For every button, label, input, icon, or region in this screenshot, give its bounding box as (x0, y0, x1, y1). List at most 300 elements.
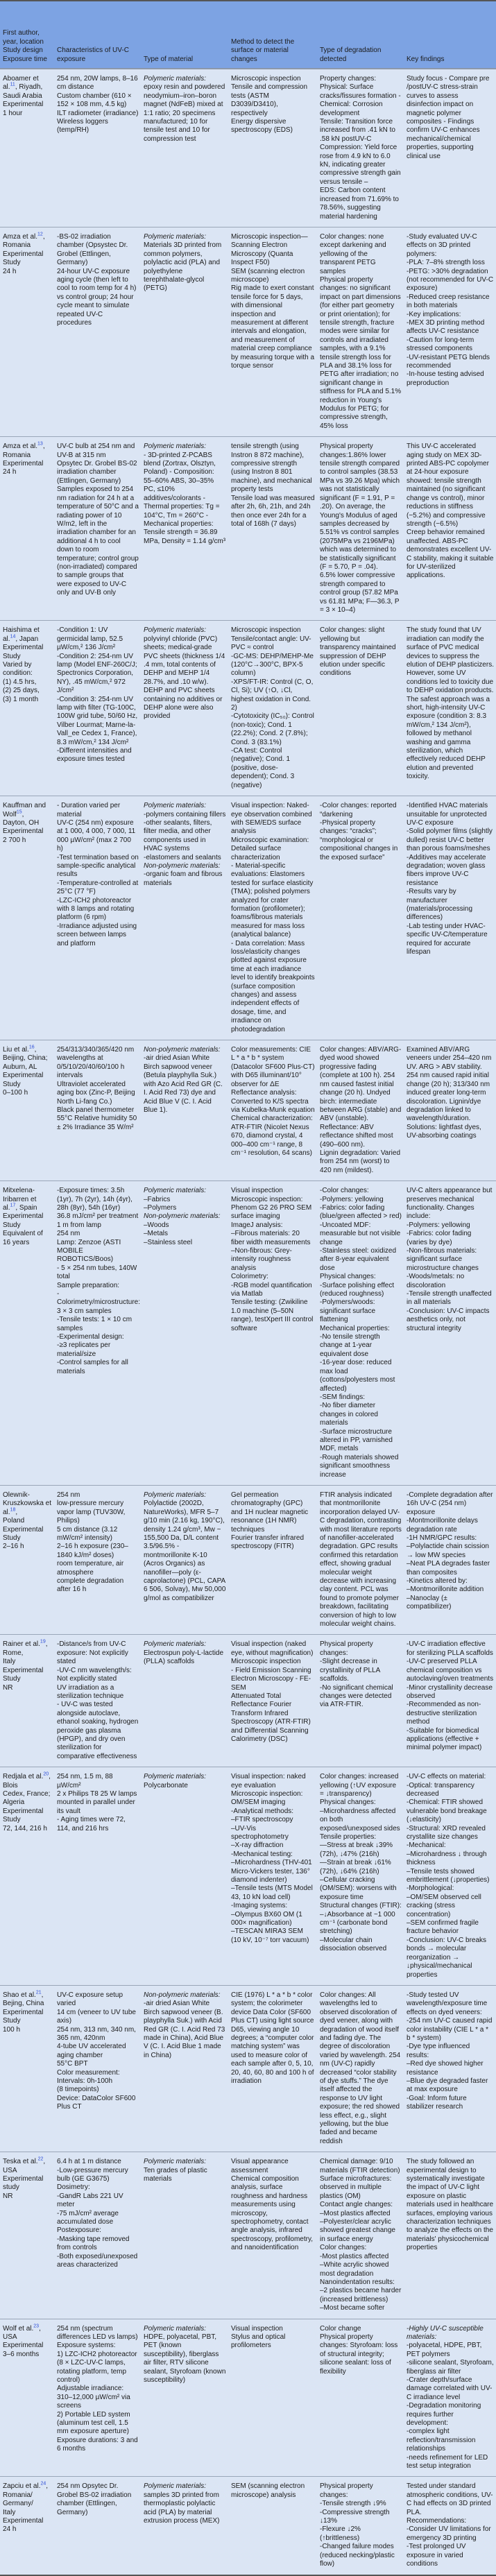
cell-line: -RGB model quantification via Matlab (231, 1281, 312, 1298)
cell-line: Color changes: All wavelengths led to observed discoloration of dyed veneer, along with degradation of wood itself and fading dye. The degree of discoloration varied by wavelength. 254 nm (UV-C) rapidly decreased “color stability of dye stuffs.” The dye itself affected the response to UV light exposure; the red showed less effect, e.g., slight yellowing, but the blue faded and became reddish (320, 1991, 401, 2145)
cell-line: -Solid polymer films (slightly dulled) resist UV-C better than porous foams/meshes (407, 827, 493, 853)
cell-line: Property changes: (320, 75, 377, 83)
header-detection-method: Method to detect the surface or material changes (228, 1, 317, 69)
cell-line: - Data correlation: Mass loss/elasticity changes plotted against exposure time at each irradiance level to identify breakpoints (surface composition changes) and assess independent effects of dosage, time, and irradiance on photodegradation (231, 939, 315, 1033)
uvc-characteristics-cell (54, 69, 141, 227)
author-detail-line: Bejing, China (3, 2000, 44, 2008)
author-location: , Rome, (3, 1640, 48, 1657)
detection-method-cell (228, 2477, 317, 2575)
author-detail-line: Italy (3, 1658, 16, 1666)
cell-line: Physical property changes: (320, 2482, 373, 2499)
cell-line: Materials 3D printed from common polymers, polylactic acid (PLA) and polyethylene terephthalate-glycol (PETG) (144, 241, 222, 293)
key-findings-cell (404, 621, 496, 796)
degradation-cell (317, 1635, 404, 1767)
author-detail-line: Experimental Study (3, 1666, 44, 1683)
detection-method-cell (228, 1635, 317, 1767)
material-category-label: Polymeric materials: (144, 1491, 207, 1499)
cell-line: Physical changes: (320, 1798, 376, 1807)
cell-line: -organic foam and fibrous materials (144, 870, 223, 887)
header-design-line: Study design (3, 46, 43, 55)
cell-line: –UV-Vis spectrophotometry (231, 1824, 289, 1841)
cell-line: Gel permeation chromatography (GPC) and 1H nuclear magnetic resonance (1H NMR) techniques (231, 1491, 309, 1534)
key-findings-cell (404, 1767, 496, 1986)
cell-line: 2 x Philips T8 25 W lamps mounted in parallel under its vault (57, 1789, 137, 1815)
cell-line: –Blue dye degraded faster at max exposure (407, 2077, 488, 2094)
author-name: Wolf et al. (3, 2324, 34, 2333)
degradation-cell (317, 2319, 404, 2477)
cell-line: -elastomers and sealants (144, 853, 221, 861)
author-location: , Romania (3, 232, 45, 250)
table-row (0, 1635, 496, 1767)
cell-line: -Polymers: yellowing (407, 1221, 470, 1229)
cell-line: Fourier transfer infrared spectroscopy (FITR) (231, 1534, 305, 1551)
uvc-characteristics-cell (54, 1635, 141, 1767)
table-row (0, 1181, 496, 1486)
degradation-cell (317, 796, 404, 1040)
cell-line: Creep behavior remained unaffected. ABS-PC demonstrates excellent UV-C stability, making it suitable for UV-sterilized applications. (407, 529, 494, 580)
cell-line: -Crater depth/surface damage correlated with UV-C irradiance level (407, 2376, 493, 2401)
cell-line: 36.8 mJ/cm² per treatment (57, 1212, 139, 1221)
header-material-type: Type of material (141, 1, 228, 69)
cell-line: Ultraviolet accelerated aging box (Zinc-P, Beijing North Li-fang Co.) (57, 1080, 135, 1106)
cell-line: Tensile properties: (320, 1833, 377, 1841)
author-detail-line: Experimental (3, 2342, 44, 2350)
reference-link[interactable]: 23 (33, 2324, 40, 2329)
cell-line: -Slight decrease in crystallinity of PLLA scaffolds. (320, 1658, 380, 1683)
material-type-cell (141, 1485, 228, 1635)
cell-line: –Microhardness (THV-401 Micro-Vickers tester, 136° diamond indenter) (231, 1859, 312, 1884)
cell-line: Mechanical properties: (320, 1324, 390, 1332)
cell-line: Energy dispersive spectroscopy (EDS) (231, 118, 293, 135)
author-detail-line: Beijing, China; (3, 1054, 48, 1063)
cell-line: Microscopic inspection (231, 75, 301, 83)
cell-line: -Morphological: (407, 1884, 454, 1893)
degradation-cell (317, 1985, 404, 2152)
cell-line: HDPE, polyacetal, PBT, PET (known susceptibility), fiberglass air filter, RTV silicone sealant, Styrofoam (known susceptibility) (144, 2333, 226, 2384)
cell-line: -No fiber diameter changes in colored materials (320, 1402, 378, 1427)
cell-line: Adjustable irradiance: 310–12,000 µW/cm² via screens (57, 2385, 130, 2410)
cell-line: 2) Portable LED system (aluminum test cell, 1.5 mm exposure aperture) (57, 2410, 130, 2436)
cell-line: -Chemical: FTIR showed vulnerable bond breakage (↓elasticity) (407, 1798, 487, 1824)
cell-line: -Surface polishing effect (reduced roughness) (320, 1281, 395, 1298)
cell-line: -Stainless steel: oxidized after 8-year equivalent dose (320, 1247, 397, 1272)
cell-line: -SEM findings: (320, 1393, 366, 1401)
uvc-characteristics-cell (54, 1485, 141, 1635)
cell-line: - Duration varied per material (57, 802, 121, 818)
cell-line: 254 nm, 313 nm, 340 nm, 365 nm, 420nm (57, 2025, 136, 2042)
cell-line: -UV-resistant PETG blends recommended (407, 353, 490, 370)
cell-line: Color measurement: (57, 2068, 120, 2077)
cell-line: Chemical characterization: ATR-FTIR (Nicolet Nexus 670, diamond crystal, 4 000–400 cm⁻¹ range, 8 cm⁻¹ resolution, 64 scans) (231, 1115, 313, 1157)
uvc-characteristics-cell (54, 2152, 141, 2319)
cell-line: -75 mJ/cm² average accumulated dose (57, 2209, 119, 2226)
author-detail-line: Germany/ (3, 2500, 33, 2508)
reference-link[interactable]: 15 (16, 809, 22, 815)
author-cell (0, 1181, 54, 1486)
cell-line: 254 nm (spectrum differences LED vs lamps) (57, 2324, 138, 2341)
cell-line: Visual inspection (231, 2324, 283, 2333)
degradation-cell (317, 437, 404, 621)
uvc-characteristics-cell (54, 1040, 141, 1181)
cell-line: -Color changes: (320, 1187, 369, 1195)
key-findings-cell (404, 1181, 496, 1486)
cell-line: –Fabrics (144, 1195, 171, 1203)
author-name: Teska et al. (3, 2158, 38, 2166)
cell-line: - 3D-printed Z-PCABS blend (Zortrax, Olsztyn, Poland) - Composition: 55–60% ABS, 30–35% PC, ≤10% additives/colorants - Thermal properties: Tg = 104°C, Tm = 260°C - Mechanical properties: Tensile strength = 36.89 MPa, Density = 1.14 g/cm³ (144, 451, 226, 545)
cell-line: -No tensile strength change at 1-year equivalent dose (320, 1333, 380, 1358)
table-row (0, 1040, 496, 1181)
material-category-label: Polymeric materials: (144, 1773, 207, 1781)
author-detail-line: Romania/ (3, 2491, 33, 2499)
cell-line: -Irradiance adjusted using screen between lamps and platform (57, 922, 137, 947)
cell-line: -In-house testing advised preproduction (407, 370, 484, 387)
cell-line: –Nanoclay (± compatibilizer) (407, 1594, 452, 1611)
cell-line: Visual inspection (231, 1187, 283, 1195)
cell-line: -PLA: 7–8% strength loss (407, 259, 485, 267)
cell-line: -PETG: >30% degradation (not recommended for UV-C exposure) (407, 267, 494, 293)
cell-line: —Stress at break ↓39% (72h), ↓47% (216h) (320, 1841, 393, 1858)
cell-line: Opsytec Dr. Grobel BS-02 irradiation chamber (Ettlingen, Germany) (57, 460, 137, 485)
cell-line: -complex light reflection/transmission relationships (407, 2428, 476, 2453)
material-category-label: Polymeric materials: (144, 2482, 207, 2491)
cell-line: Color changes: slight yellowing but transparency maintained suppression of DEHP elution under specific conditions (320, 626, 396, 678)
table-row (0, 2152, 496, 2319)
reference-link[interactable]: 21 (35, 1990, 42, 1995)
cell-line: (8 timepoints) (57, 2086, 99, 2094)
author-name-line (3, 1640, 52, 1658)
cell-line: -Key implications: (407, 310, 461, 318)
cell-line: -Mechanical testing: (231, 1850, 293, 1858)
author-detail-line: Experimental Study (3, 644, 44, 660)
cell-line: SEM (scanning electron microscope) (231, 267, 305, 284)
cell-line: -GandR Labs 221 UV meter (57, 2192, 123, 2209)
author-location: , Spain (15, 1203, 37, 1212)
cell-line: 254 nm (57, 1230, 80, 1238)
cell-line: Tensile: Transition force increased from .41 kN to .58 kN postUV-C (320, 118, 395, 143)
reference-link[interactable]: 17 (10, 1203, 16, 1208)
author-location: , Blois (3, 1773, 51, 1789)
material-category-label: Polymeric materials: (144, 2158, 207, 2166)
detection-method-cell (228, 227, 317, 436)
author-cell (0, 1040, 54, 1181)
cell-line: -GC-MS: DEHP/MEHP-Me (120°C→300°C, BPX-5 column) (231, 652, 314, 678)
author-cell (0, 2477, 54, 2575)
reference-link[interactable]: 20 (43, 1771, 49, 1777)
cell-line: Microscopic examination: Detailed surface characterization (231, 836, 309, 861)
cell-line: The study followed an experimental design to systematically investigate the impact of UV-C light exposure on plastic materials used in healthcare surfaces, employing various characterization techniques to analyze the effects on the materials' physicochemical properties (407, 2158, 494, 2252)
reference-link[interactable]: 12 (37, 232, 43, 237)
cell-line: –Molecular chain dissociation observed (320, 1936, 387, 1953)
uvc-characteristics-cell (54, 1767, 141, 1986)
key-findings-cell (404, 69, 496, 227)
degradation-cell (317, 1181, 404, 1486)
author-detail-line: Experimental Study (3, 1807, 44, 1824)
cell-line: Rig made to exert constant tensile force for 5 days, with dimensional inspection and measurement at different intervals and elongation, and measurement of material creep compliance by measuring torque with a torque sensor (231, 284, 315, 370)
cell-line: -CA test: Control (negative); Cond. 1 (positive, dose-dependent); Cond. 3 (negative) (231, 747, 295, 789)
cell-line: -Tensile strength ↓9% (320, 2500, 386, 2508)
detection-method-cell (228, 1181, 317, 1486)
cell-line: room temperature, air atmosphere (57, 1560, 124, 1577)
cell-line: Compression: Yield force rose from 4.9 kN to 6.0 kN, indicating greater compressive strength gain versus tensile – (320, 144, 401, 186)
cell-line: -Mechanical: (407, 1841, 446, 1850)
uvc-characteristics-cell (54, 2319, 141, 2477)
cell-line: -Condition 3: 254-nm UV lamp with filter (TG-100C, 100W grid tube, 50/60 Hz, Vilber Lourmat; Marne-la-Vall_ee Cedex 1, France), 8.3 mW/cm,² 134 J/cm² (57, 695, 138, 746)
cell-line: -MEX 3D printing method affects UV-C resistance (407, 318, 485, 336)
author-detail-line: 2 700 h (3, 836, 26, 844)
degradation-cell (317, 69, 404, 227)
cell-line: Device: DataColor SF600 Plus CT (57, 2094, 136, 2111)
cell-line: Polylactide (2002D, NatureWorks), MFR 5–7 g/10 min (2.16 kg, 190°C), density 1.24 g/cm³, Mw ~ 155,500 Da, D/L content 3.5/96.5% - montmorillonite K-10 (Acros Organics) as nanofiller—poly (ε-caprolactone) (PCL, CAPA 6 506, Solvay), Mw 50,000 g/mol as compatibilizer (144, 1500, 226, 1602)
author-detail-line: Cedex, France; (3, 1789, 51, 1798)
author-detail-line: 0–100 h (3, 1089, 28, 1097)
detection-method-cell (228, 2319, 317, 2477)
cell-line: tensile strength (using Instron 8 872 machine), compressive strength (using Instron 8 801 machine), and mechanical property tests (231, 443, 312, 494)
cell-line: FTIR analysis indicated that montmorillonite incorporation delayed UV-C degradation, contrasting with most literature reports of nanofiller-accelerated degradation. GPC results confirmed this retardation effect, showing gradual molecular weight decrease with increasing clay content. PCL was found to promote polymer breakdown, facilitating conversion of high to low molecular weight chains. (320, 1491, 402, 1629)
reference-link[interactable]: 18 (10, 1507, 16, 1513)
cell-line: Visual inspection: naked eye evaluation (231, 1773, 306, 1789)
detection-method-cell (228, 1040, 317, 1181)
cell-line: -Study evaluated UV-C effects on 3D printed polymers: (407, 232, 477, 258)
table-row (0, 69, 496, 227)
cell-line: -other sealants, filters, filter media, and other components used in HVAC systems (144, 818, 212, 853)
detection-method-cell (228, 437, 317, 621)
cell-line: -Optical: transparency decreased (407, 1781, 474, 1798)
reference-link[interactable]: 14 (10, 634, 16, 639)
cell-line: Electrospun poly-L-lactide (PLLA) scaffolds (144, 1649, 224, 1666)
cell-line: -Color changes: reported “darkening (320, 802, 397, 818)
cell-line: -Non-fibrous materials: significant surface microstructure changes (407, 1247, 479, 1272)
cell-line: Physical property changes:1.86% lower tensile strength compared to control samples (38.53 MPa vs 39.26 Mpa) which was not statistically significant (F = 1.91, P = .20). On average, the Young's Modulus of aged samples decreased by 5.51% vs control samples (2075MPa vs 2196MPa) which was determined to be statistically significant (F = 5.70, P = .04). (320, 443, 400, 571)
cell-line: Attenuated Total Reflectance Fourier Transform Infrared Spectroscopy (ATR-FTIR) and Differential Scanning Calorimetry (DSC) (231, 1692, 311, 1743)
reference-link[interactable]: 19 (40, 1640, 46, 1645)
material-category-label: Non-polymeric materials: (144, 861, 221, 870)
cell-line: Color change (320, 2324, 361, 2333)
cell-line: 6.4 h at 1 m distance (57, 2158, 121, 2166)
cell-line: - Material-specific evaluations: Elastomers tested for surface elasticity (TMA); polished polymers analyzed for crater formation (profilometer); foams/fibrous materials measured for mass loss (analytical balance) (231, 861, 314, 939)
cell-line: –FTIR spectroscopy (231, 1816, 293, 1824)
table-row (0, 1485, 496, 1635)
author-detail-line: Experimental Study (3, 1072, 44, 1088)
cell-line: -Montmorillonite delays degradation rate (407, 1517, 478, 1534)
cell-line: Postexposure: (57, 2226, 101, 2235)
header-row (0, 1, 496, 69)
author-name-line (3, 1187, 52, 1212)
author-name-line (3, 1046, 52, 1054)
cell-line: Microscopic inspection: OM/SEM imaging (231, 1789, 303, 1807)
cell-line: - 5 × 254 nm tubes, 140W total (57, 1264, 137, 1281)
cell-line: - Aging times were 72, 114, and 216 hrs (57, 1816, 126, 1832)
cell-line: -Minor crystallinity decrease observed (407, 1683, 493, 1700)
author-name: Haishima et al. (3, 626, 40, 643)
cell-line: Tested under standard atmospheric conditions, UV-C had effects on 3D printed PLA. (407, 2482, 493, 2516)
material-category-label: Polymeric materials: (144, 626, 207, 635)
author-name: Redjala et al. (3, 1773, 44, 1781)
cell-line: -XPS/FT-IR: Control (C, O, Cl, Si); UV (↑O, ↓Cl, highest oxidation in Cond. 2) (231, 678, 314, 712)
author-detail-line: 3–6 months (3, 2350, 40, 2358)
cell-line: -Suitable for biomedical applications (effective + minimal polymer impact) (407, 1726, 482, 1752)
cell-line: –2 plastics became harder (increased brittleness) (320, 2287, 402, 2303)
cell-line: 1) LZC-ICH2 photoreactor (8 × LZC-UV-C lamps, rotating platform, temp control) (57, 2350, 137, 2384)
cell-line: -Study tested UV wavelength/exposure time effects on dyed veneers: (407, 1991, 488, 2016)
cell-line: - UV-C was tested alongside autoclave, ethanol soaking, hydrogen peroxide gas plasma (HPGP), and dry oven sterilization for comparative effectiveness (57, 1701, 139, 1760)
author-name: Olewnik-Kruszkowska et al. (3, 1491, 52, 1516)
cell-line: Reflectance analysis: Converted to K/S spectra via Kubelka-Munk equation (231, 1089, 315, 1114)
cell-line: This UV-C accelerated aging study on MEX 3D-printed ABS-PC copolymer at 24-hour exposure showed: tensile strength maintained (no significant change vs control), minor reductions in stiffness (−5.2%) and compressive strength (−6.5%) (407, 443, 489, 528)
cell-line: 6.5% lower compressive strength compared to control group (57.82 MPa vs 61.81 MPa; F—36.3, P = 3 × 10–4) (320, 572, 400, 614)
cell-line: Color measurements: CIE L * a * b * system (Datacolor SF600 Plus-CT) with D65 illuminant/10° observer for ΔE (231, 1046, 315, 1088)
key-findings-cell (404, 437, 496, 621)
cell-line: –Metals (144, 1230, 169, 1238)
author-location: , (41, 1991, 44, 1999)
reference-link[interactable]: 11 (10, 83, 15, 88)
material-type-cell (141, 1985, 228, 2152)
cell-line: Exposure systems: (57, 2342, 116, 2350)
reference-link[interactable]: 22 (37, 2156, 44, 2162)
cell-line: Tensile/contact angle: UV-PVC ≈ control (231, 635, 311, 652)
cell-line: Study focus - Compare pre /postUV-C stress-strain curves to assess disinfection impact on magnetic polymer composites - Findings confirm UV-C enhances mechanical/chemical properties, supporting clinical use (407, 75, 490, 160)
header-uvc-characteristics: Characteristics of UV-C exposure (54, 1, 141, 69)
author-detail-line: NR (3, 1683, 13, 1692)
cell-line: -Exposure times: 3.5h (1yr), 7h (2yr), 14h (4yr), 28h (8yr), 54h (16yr) (57, 1187, 132, 1212)
cell-line: -Colorimetry/microstructure: 3 × 3 cm samples (57, 1290, 141, 1315)
cell-line: Stylus and optical profilometers (231, 2333, 286, 2350)
author-detail-line: Equivalent of 16 years (3, 1230, 43, 1246)
cell-line: -Complete degradation after 16h UV-C (254 nm) exposure (407, 1491, 493, 1516)
author-cell (0, 1485, 54, 1635)
cell-line: -polyacetal, HDPE, PBT, PET polymers (407, 2342, 482, 2358)
cell-line: -Identified HVAC materials unsuitable for unprotected UV-C exposure (407, 802, 488, 827)
cell-line: —Strain at break ↓61% (72h), ↓64% (216h) (320, 1859, 391, 1875)
cell-line: UV-C bulb at 254 nm and UV-B at 315 nm (57, 443, 135, 459)
author-detail-line: 24 h (3, 468, 17, 476)
cell-line: SEM (scanning electron microscope) analysis (231, 2482, 305, 2499)
degradation-cell (317, 1040, 404, 1181)
cell-line: -Lab testing under HVAC-specific UV-C/temperature required for accurate lifespan (407, 922, 488, 956)
author-name: Amza et al. (3, 232, 38, 241)
cell-line: 254/313/340/365/420 nm wavelengths at 0/5/10/20/40/60/100 h intervals (57, 1046, 135, 1080)
cell-line: 254 nm (57, 1491, 80, 1499)
cell-line: Tensile and compression tests (ASTM D3039/D3410), respectively (231, 83, 308, 117)
cell-line: 5 cm distance (3.12 mW/cm² intensity) (57, 1525, 118, 1542)
author-name: Kauffman and Wolf (3, 802, 46, 818)
reference-link[interactable]: 16 (28, 1045, 35, 1050)
cell-line: samples 3D printed from thermoplastic polylactic acid (PLA) by material extrusion process (MEX) (144, 2491, 220, 2525)
cell-line: -UV-C effects on material: (407, 1773, 486, 1781)
cell-line: Recommendations: (407, 2517, 467, 2525)
cell-line: Dosimetry: (57, 2183, 90, 2192)
cell-line: –Neat PLA degrades faster than composites (407, 1560, 490, 1577)
material-type-cell (141, 1040, 228, 1181)
cell-line: –Polyester/clear acrylic showed greatest change in surface energy (320, 2218, 395, 2243)
cell-line: -polymers containing fillers (144, 810, 226, 818)
cell-line: -Cytotoxicity (IC₅₀): Control (non-toxic); Cond. 1 (22.2%); Cond. 2 (7.8%); Cond. 3 (83.1%) (231, 712, 314, 746)
cell-line: –Tensile tests (MTS Model 43, 10 kN load cell) (231, 1884, 313, 1901)
author-location: , (46, 2482, 49, 2491)
author-cell (0, 1985, 54, 2152)
material-category-label: Non-polymeric materials: (144, 1212, 221, 1221)
cell-line: complete degradation after 16 h (57, 1577, 124, 1594)
header-degradation-type: Type of degradation detected (317, 1, 404, 69)
cell-line: low-pressure mercury vapor lamp (TUV30W, Philips) (57, 1500, 126, 1525)
cell-line: -≥3 replicates per material/size (57, 1341, 111, 1358)
cell-line: –Microhardness affected on both exposed/unexposed sides (320, 1807, 400, 1832)
author-name: Liu et al. (3, 1046, 29, 1054)
cell-line: ImageJ analysis: (231, 1221, 283, 1229)
cell-line: -Test termination based on sample-specific analytical results (57, 853, 139, 879)
author-detail-line: Experimental Study (3, 1525, 44, 1542)
cell-line: –Polylactide chain scission → low MW species (407, 1543, 489, 1559)
cell-line: EDS: Carbon content increased from 71.69% to 78.56%, suggesting material hardening (320, 187, 399, 221)
cell-line: Visual appearance assessment (231, 2158, 289, 2174)
cell-line: –Stainless steel (144, 1238, 193, 1246)
reference-link[interactable]: 13 (37, 441, 43, 447)
cell-line: Custom chamber (610 × 152 × 108 mm, 4.5 kg) (57, 92, 132, 109)
author-name-line (3, 626, 52, 644)
cell-line: –Microhardness ↓ through thickness (407, 1850, 487, 1867)
key-findings-cell (404, 1985, 496, 2152)
cell-line: - Field Emission Scanning Electron Microscopy - FE-SEM (231, 1666, 311, 1692)
cell-line: 254 nm, 20W lamps, 8–16 cm distance (57, 75, 138, 92)
uvc-characteristics-cell (54, 621, 141, 796)
material-category-label: Polymeric materials: (144, 1640, 207, 1649)
author-detail-line: 2–16 h (3, 1543, 24, 1551)
reference-link[interactable]: 24 (40, 2482, 46, 2487)
cell-line: -Recommended as non-destructive sterilization method (407, 1701, 481, 1726)
detection-method-cell (228, 621, 317, 796)
cell-line: Physical property changes: (320, 1640, 373, 1657)
cell-line: 254 nm Opsytec Dr. Grobel BS-02 irradiation chamber (Ettlingen, Germany) (57, 2482, 132, 2516)
cell-line: –Montmorillonite addition (407, 1586, 484, 1594)
cell-line: UV-C (254 nm) exposure at 1 000, 4 000, 7 000, 11 000 µW/cm² (max 2 700 h) (57, 818, 136, 853)
author-detail-line: Italy (3, 2508, 16, 2516)
key-findings-cell (404, 227, 496, 436)
cell-line: -Both exposed/unexposed areas characterized (57, 2252, 138, 2269)
cell-line: 14 cm (veneer to UV tube axis) (57, 2008, 136, 2025)
author-location: , (15, 1508, 18, 1516)
cell-line: Tensile load was measured after 2h, 6h, 21h, and 24h then once ever 24h for a total of 168h (7 days) (231, 494, 315, 528)
header-author-line: First author, year, location (3, 29, 44, 46)
cell-line: -Condition 2: 254-nm UV lamp (Model ENF-260C/J; Spectronics Corporation, NY), .45 mW/cm,² 972 J/cm² (57, 652, 137, 695)
cell-line: Lignin degradation: Varied from 254 nm (worst) to 420 nm (mildest). (320, 1149, 401, 1174)
cell-line: -Control samples for all materials (57, 1359, 128, 1375)
cell-line: Surface microfractures: observed in multiple plastics (OM) (320, 2175, 392, 2200)
author-detail-line: (1) 4.5 hrs, (3, 678, 37, 686)
degradation-cell (317, 621, 404, 796)
cell-line: 24-hour UV-C exposure aging cycle (then left to cool to room temp for 4 h) vs control group; 24 hour cycle meant to simulate repeated UV-C procedures (57, 267, 137, 327)
cell-line: -Test prolonged UV exposure in varied conditions (407, 2543, 466, 2568)
author-cell (0, 437, 54, 621)
cell-line: Samples exposed to 254 nm radiation for 24 h at a temperature of 50°C and a radiating power of 10 W/m2, left in the irradiation chamber for an additional 4 h to cool down to room temperature; control group (non-irradiated) compared to sample groups that were exposed to UV-C only and UV-B only (57, 486, 139, 597)
cell-line: Chemical: Corrosion development (320, 101, 383, 117)
author-detail-line: Romania (3, 451, 31, 459)
author-name: Aboamer et al. (3, 75, 39, 92)
cell-line: -Experimental design: (57, 1333, 124, 1341)
material-category-label: Non-polymeric materials: (144, 1991, 221, 1999)
cell-line: Wireless loggers (temp/RH) (57, 118, 108, 135)
cell-line: -254 nm UV-C caused rapid color instability (CIE L * a * b * system) (407, 2017, 493, 2042)
material-category-label: Polymeric materials: (144, 2324, 207, 2333)
author-detail-line: Algeria (3, 1798, 25, 1807)
author-name-line (3, 1991, 52, 2000)
cell-line: Physical changes: (320, 1273, 376, 1281)
header-author (0, 1, 54, 69)
author-detail-line: 24 h (3, 267, 17, 275)
cell-line: Color changes: none except darkening and yellowing of the transparent PETG samples (320, 232, 386, 275)
cell-line: -Most plastics affected (320, 2252, 389, 2260)
author-cell (0, 69, 54, 227)
author-name: Zapciu et al. (3, 2482, 41, 2491)
table-row (0, 437, 496, 621)
